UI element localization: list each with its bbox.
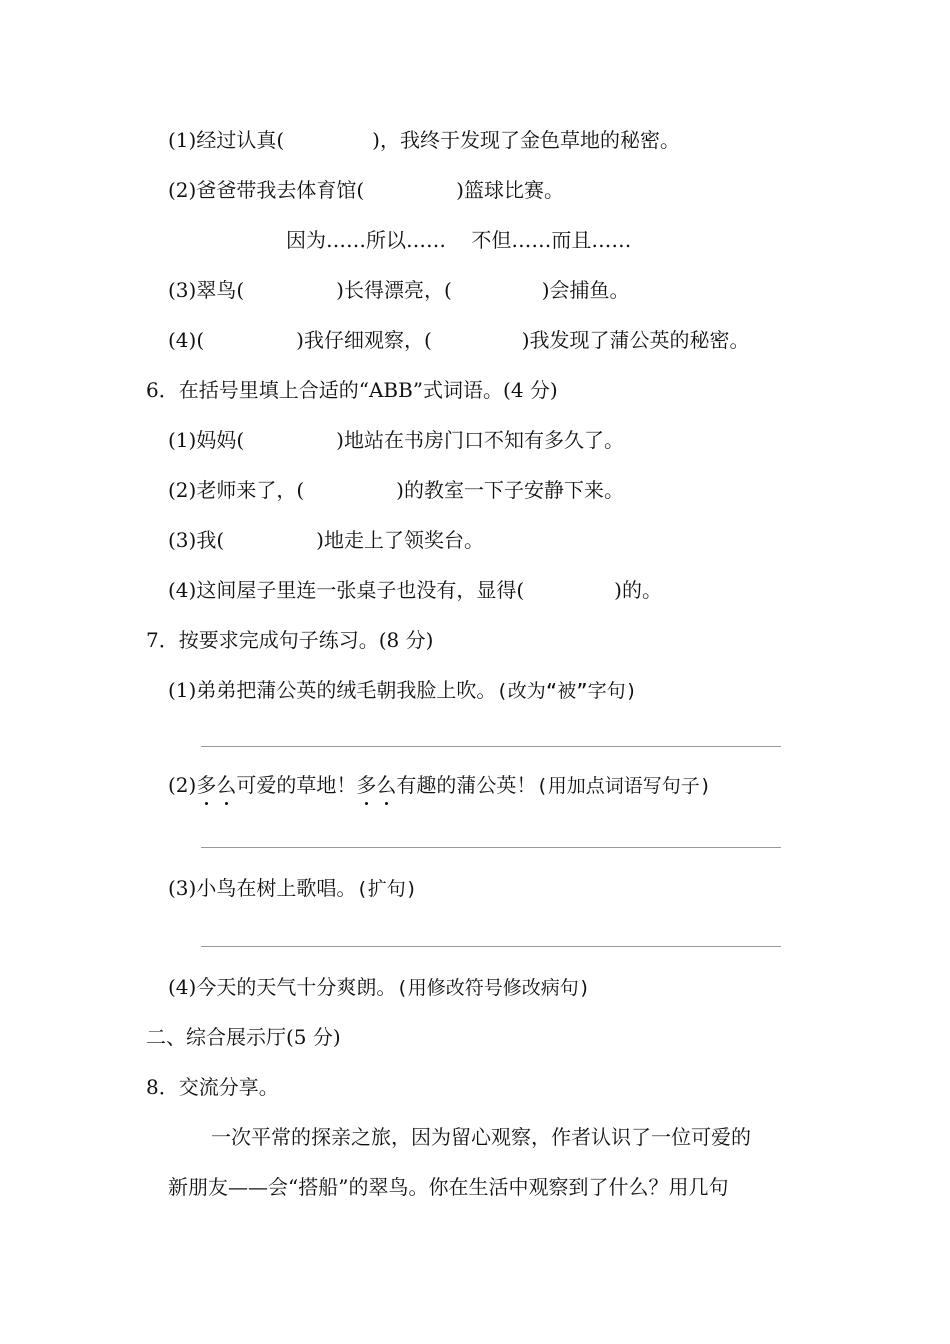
q7-sentence-3: (3)小鸟在树上歌唱。(扩句) xyxy=(168,876,418,900)
section-2-title: 二、综合展示厅(5 分) xyxy=(146,1025,341,1049)
emphasis-dot-char: 么 xyxy=(376,773,397,797)
q6-item-3: (3)我( )地走上了领奖台。 xyxy=(168,528,484,552)
q8-title: 8．交流分享。 xyxy=(146,1075,279,1099)
emphasis-dot-char: 多 xyxy=(356,773,377,797)
q6-title: 6．在括号里填上合适的“ABB”式词语。(4 分) xyxy=(146,378,558,402)
q5-item-1: (1)经过认真( )，我终于发现了金色草地的秘密。 xyxy=(168,128,680,152)
q5-item-4: (4)( )我仔细观察，( )我发现了蒲公英的秘密。 xyxy=(168,328,750,352)
q8-paragraph-line-2: 新朋友——会“搭船”的翠鸟。你在生活中观察到了什么？用几句 xyxy=(168,1175,729,1199)
q8-paragraph-line-1: 一次平常的探亲之旅，因为留心观察，作者认识了一位可爱的 xyxy=(211,1125,751,1149)
answer-line[interactable] xyxy=(201,946,781,947)
q7-sentence-4: (4)今天的天气十分爽朗。(用修改符号修改病句) xyxy=(168,975,591,999)
q5-item-3: (3)翠鸟( )长得漂亮，( )会捕鱼。 xyxy=(168,278,630,302)
q7-sentence-1: (1)弟弟把蒲公英的绒毛朝我脸上吹。(改为“被”字句) xyxy=(168,678,638,702)
q7-title: 7．按要求完成句子练习。(8 分) xyxy=(146,628,434,652)
answer-line[interactable] xyxy=(201,746,781,747)
answer-line[interactable] xyxy=(201,847,781,848)
q6-item-4: (4)这间屋子里连一张桌子也没有，显得( )的。 xyxy=(168,578,662,602)
q5-item-2: (2)爸爸带我去体育馆( )篮球比赛。 xyxy=(168,178,564,202)
q5-word-options: 因为……所以…… 不但……而且…… xyxy=(286,228,632,252)
q7-sentence-2: (2)多么可爱的草地！多么有趣的蒲公英！(用加点词语写句子) xyxy=(168,773,712,797)
q6-item-1: (1)妈妈( )地站在书房门口不知有多久了。 xyxy=(168,428,624,452)
q6-item-2: (2)老师来了，( )的教室一下子安静下来。 xyxy=(168,478,624,502)
emphasis-dot-char: 多 xyxy=(196,773,217,797)
emphasis-dot-char: 么 xyxy=(216,773,237,797)
